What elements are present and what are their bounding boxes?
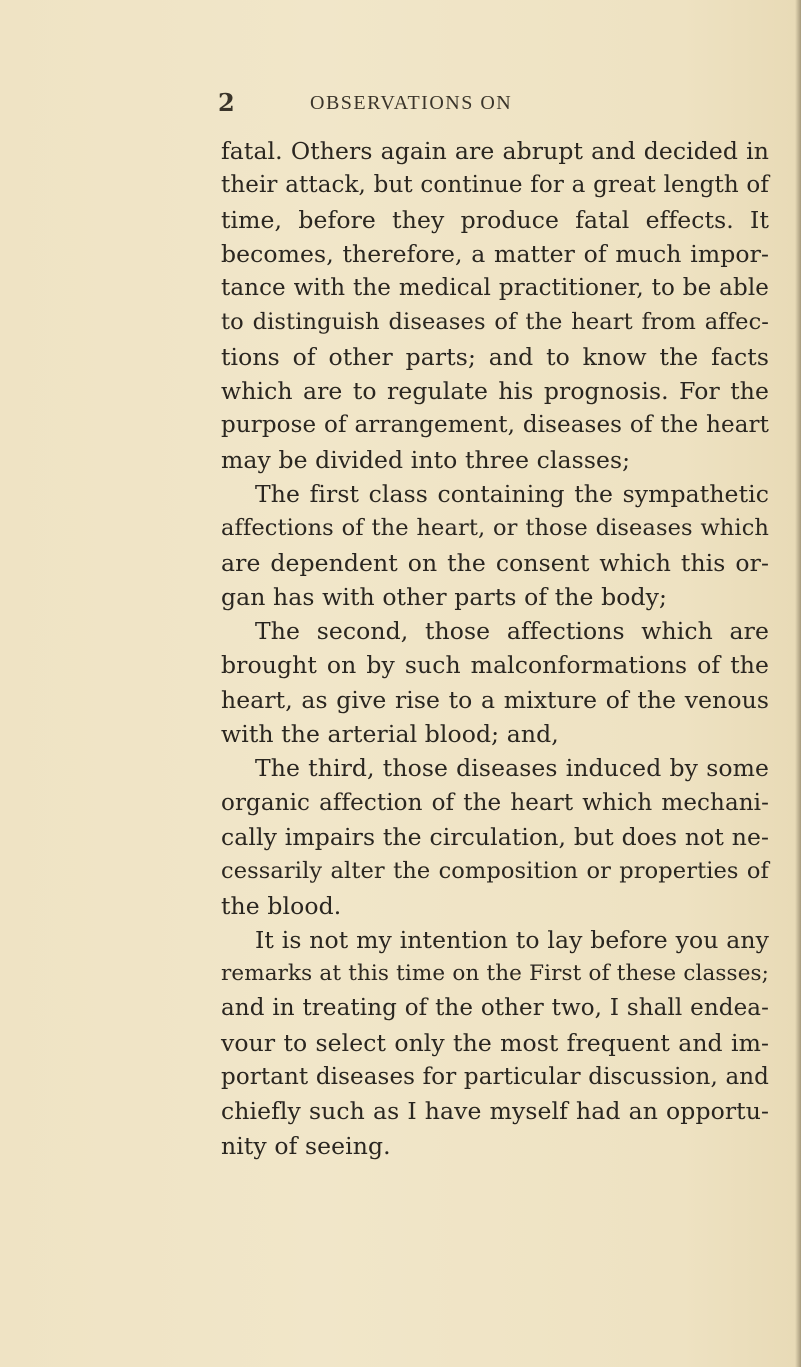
- text-line: organic affection of the heart which mechani-: [221, 789, 769, 816]
- page-header: [0, 88, 801, 128]
- text-line: the blood.: [221, 891, 342, 920]
- page-edge-shadow: [795, 0, 801, 1367]
- running-head: OBSERVATIONS ON: [310, 92, 513, 114]
- text-line: cessarily alter the composition or properties of: [221, 858, 769, 885]
- text-line: The first class containing the sympathetic: [255, 479, 769, 508]
- text-line: chiefly such as I have myself had an opportu-: [221, 1097, 769, 1126]
- text-line: remarks at this time on the First of these classes;: [221, 961, 769, 987]
- text-line: becomes, therefore, a matter of much impor-: [221, 239, 769, 268]
- text-line: may be divided into three classes;: [221, 445, 631, 474]
- text-line: their attack, but continue for a great length of: [221, 172, 769, 199]
- text-line: which are to regulate his prognosis. For the: [221, 377, 769, 406]
- text-line: affections of the heart, or those diseases which: [221, 515, 769, 542]
- text-line: tance with the medical practitioner, to be able: [221, 275, 769, 302]
- text-line: are dependent on the consent which this or-: [221, 548, 769, 577]
- text-line: purpose of arrangement, diseases of the heart: [221, 412, 769, 439]
- text-line: The third, those diseases induced by some: [255, 754, 769, 783]
- page-number: 2: [218, 88, 235, 117]
- text-line: portant diseases for particular discussion, and: [221, 1064, 769, 1091]
- text-line: tions of other parts; and to know the facts: [221, 342, 769, 371]
- text-line: It is not my intention to lay before you any: [255, 925, 769, 954]
- text-line: fatal. Others again are abrupt and decided in: [221, 137, 769, 165]
- text-line: nity of seeing.: [221, 1131, 391, 1160]
- text-line: heart, as give rise to a mixture of the venous: [221, 685, 769, 714]
- text-line: gan has with other parts of the body;: [221, 582, 668, 611]
- text-line: time, before they produce fatal effects. It: [221, 205, 769, 234]
- text-line: The second, those affections which are: [255, 617, 769, 646]
- text-line: brought on by such malconformations of the: [221, 651, 769, 680]
- body-text: [221, 134, 769, 1163]
- text-line: and in treating of the other two, I shall endea-: [221, 995, 769, 1022]
- text-line: vour to select only the most frequent and im-: [221, 1028, 769, 1057]
- text-line: cally impairs the circulation, but does not ne-: [221, 822, 769, 851]
- text-line: to distinguish diseases of the heart from affec-: [221, 309, 769, 336]
- text-line: with the arterial blood; and,: [221, 720, 559, 749]
